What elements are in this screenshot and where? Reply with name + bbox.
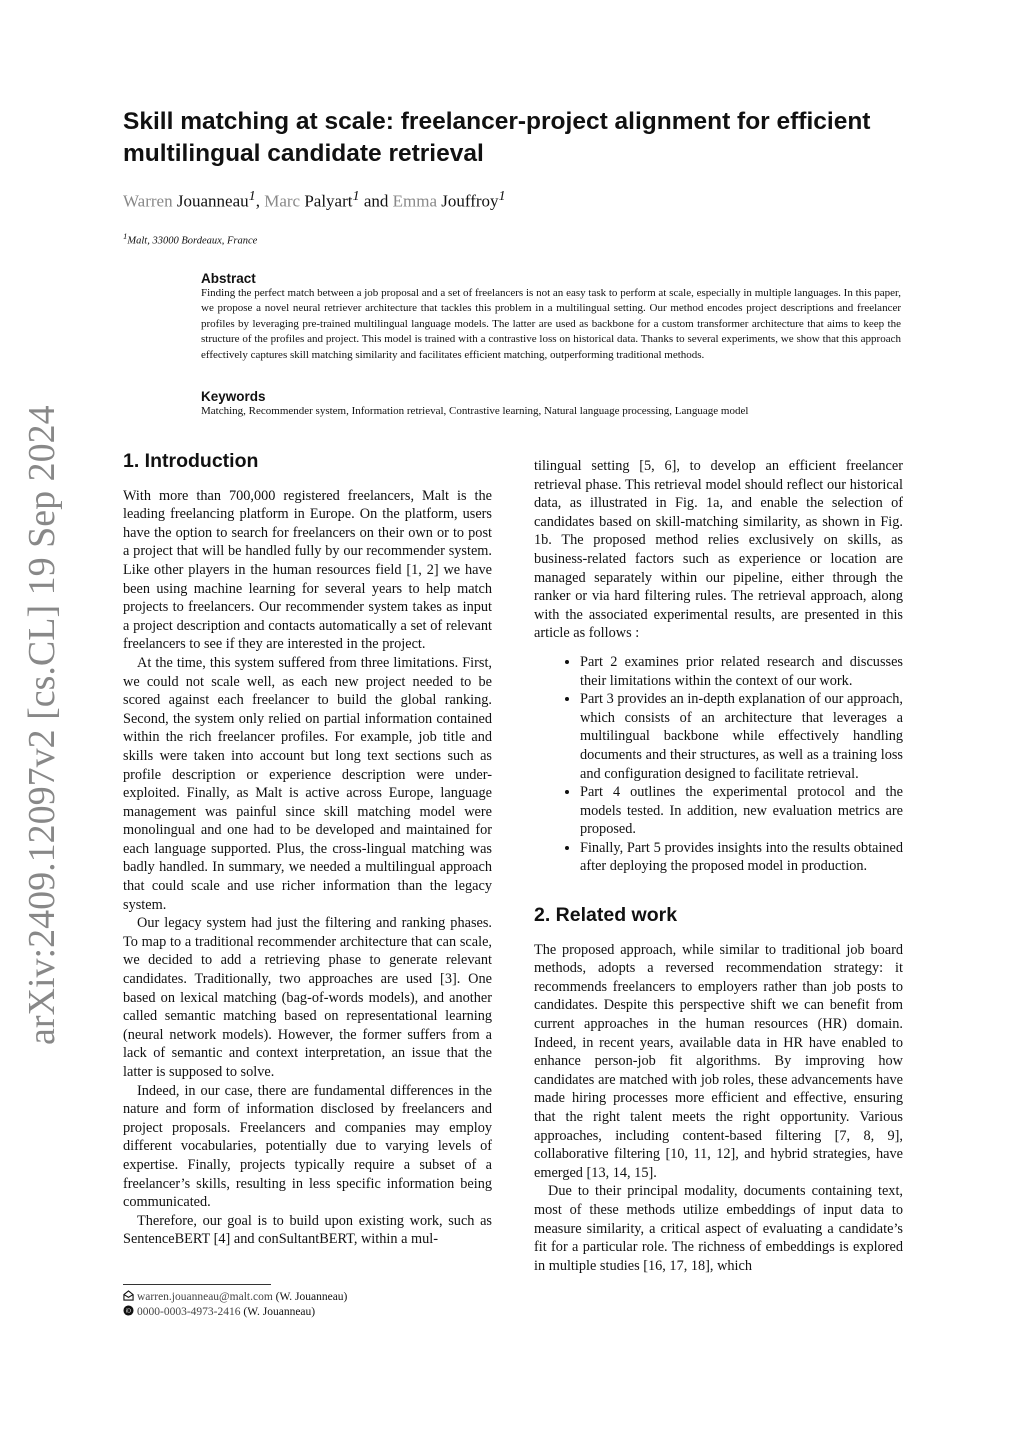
footnote-owner: (W. Jouanneau)	[275, 1291, 348, 1303]
paragraph: At the time, this system suffered from three limitations. First, we could not scale well, as each new project needed to be scored against each freelancer to build the global ranking. Second, the system only relied on partial information contained within the rich freelancer profiles. For example, job title and skills were taken into account but long text sections such as profile description or experience description were under-exploited. Finally, as Malt is active across Europe, language management was painful since skill matching model were monolingual and one had to be developed and maintained for each language supported. Plus, the cross-lingual matching was badly handled. In summary, we needed a multilingual approach that could scale and use richer information than the legacy system.	[123, 654, 492, 913]
author-list	[123, 188, 506, 212]
section-heading: 2. Related work	[534, 904, 678, 927]
footnote-email	[123, 1290, 347, 1303]
keywords	[201, 389, 901, 419]
email-link[interactable]: warren.jouanneau@malt.com	[137, 1291, 273, 1303]
svg-text:iD: iD	[125, 1308, 132, 1315]
paragraph: Our legacy system had just the filtering and ranking phases. To map to a traditional recommender architecture that can scale, we decided to add a retrieving phase to generate relevant candidates. Traditionally, two approaches are used [3]. One based on lexical matching (bag-of-words models), and another called semantic matching based on representational learning (neural network models). However, the former suffers from a lack of semantic and context interpretation, an issue that the latter is supposed to solve.	[123, 915, 492, 1080]
paragraph: The proposed approach, while similar to traditional job board methods, adopts a reversed recommendation strategy: it recommends freelancers to employers rather than job posts to candidates. Despite this perspective shift we can benefit from current approaches in the human resources (HR) domain. Indeed, in recent years, available data in HR have enabled to enhance person-job fit algorithms. By improving how candidates are matched with job roles, these advancements have made hiring processes more efficient and effective, ensuring that the right talent meets the right opportunity. Various approaches, including content-based filtering [7, 8, 9], collaborative filtering [10, 11, 12], and hybrid strategies, have emerged [13, 14, 15].	[534, 941, 903, 1181]
paragraph: Therefore, our goal is to build upon existing work, such as SentenceBERT [4] and conSultantBERT, within a mul-	[123, 1212, 492, 1248]
orcid-link[interactable]: 0000-0003-4973-2416	[137, 1306, 241, 1318]
paper-title: Skill matching at scale: freelancer-project alignment for efficient multilingual candidate retrieval	[123, 108, 871, 167]
list-item: • Part 3 provides an in-depth explanation of our approach, which consists of an architecture that leverages a multilingual backbone while effectively handling documents and their structures, as well as a training loss and configuration designed to facilitate retrieval.	[580, 690, 903, 783]
orcid-icon	[123, 1305, 134, 1316]
list-item: • Part 4 outlines the experimental protocol and the models tested. In addition, new evaluation metrics are proposed.	[580, 783, 903, 839]
separator: ,	[255, 191, 265, 211]
affiliation-mark: 1	[352, 188, 360, 204]
footnote-orcid	[123, 1305, 315, 1318]
affiliation-mark: 1	[123, 231, 128, 241]
paragraph: Due to their principal modality, documents containing text, most of these methods utilize embeddings of input data to measure similarity, a critical aspect of evaluating a candidate’s fit for a particular role. The richness of embeddings is explored in multiple studies [16, 17, 18], which	[534, 1183, 903, 1274]
author-first-name: Emma	[392, 191, 437, 211]
author-last-name: Palyart	[304, 191, 353, 211]
keywords-text: Matching, Recommender system, Information retrieval, Contrastive learning, Natural language processing, Language model	[201, 405, 749, 417]
separator: and	[359, 191, 393, 211]
affiliation-text: Malt, 33000 Bordeaux, France	[127, 235, 258, 247]
author-first-name: Warren	[123, 191, 173, 211]
paragraph-continued: tilingual setting [5, 6], to develop an efficient freelancer retrieval phase. This retrieval model should reflect our historical data, as illustrated in Fig. 1a, and enable the selection of candidates based on skill-matching similarity, as shown in Fig. 1b. The proposed method relies exclusively on skills, as business-related factors such as experience or location are managed separately within our pipeline, either through the ranker or via hard filtering rules. The retrieval approach, along with the associated experimental results, are presented in this article as follows :	[534, 458, 903, 642]
author-first-name: Marc	[264, 191, 301, 211]
author-last-name: Jouffroy	[441, 191, 499, 211]
affiliation	[123, 231, 257, 247]
keywords-heading: Keywords	[201, 389, 266, 404]
list-item: • Finally, Part 5 provides insights into the results obtained after deploying the proposed model in production.	[580, 839, 903, 876]
arxiv-stamp: arXiv:2409.12097v2 [cs.CL] 19 Sep 2024	[21, 405, 63, 1045]
list-item: • Part 2 examines prior related research and discusses their limitations within the context of our work.	[580, 653, 903, 690]
abstract-heading: Abstract	[201, 271, 256, 286]
envelope-icon	[123, 1290, 134, 1301]
affiliation-mark: 1	[498, 188, 506, 204]
footnote-owner: (W. Jouanneau)	[243, 1306, 316, 1318]
author-last-name: Jouanneau	[176, 191, 249, 211]
abstract	[201, 271, 901, 363]
affiliation-mark: 1	[248, 188, 256, 204]
paragraph: Indeed, in our case, there are fundamental differences in the nature and form of information disclosed by freelancers and project proposals. Freelancers and companies may employ different vocabularies, potentially due to varying levels of expertise. Finally, projects typically require a subset of a freelancer’s skills, resulting in less specific information being communicated.	[123, 1082, 492, 1211]
footnote-rule	[123, 1284, 271, 1285]
left-column	[123, 452, 492, 1249]
abstract-text: Finding the perfect match between a job proposal and a set of freelancers is not an easy task to perform at scale, especially in multiple languages. In this paper, we propose a novel neural retriever architecture that tackles this problem in a multilingual setting. Our method encodes project descriptions and freelancer profiles by leveraging pre-trained multilingual language models. The latter are used as backbone for a custom transformer architecture that aims to keep the structure of the profiles and project. This model is trained with a contrastive loss on historical data. Thanks to several experiments, we show that this approach effectively captures skill matching similarity and facilitates efficient matching, outperforming traditional methods.	[201, 287, 901, 361]
right-column	[534, 457, 903, 1275]
paragraph: With more than 700,000 registered freelancers, Malt is the leading freelancing platform in Europe. On the platform, users have the option to search for freelancers on their own or to post a project that will be handled fully by our recommender system. Like other players in the human resources field [1, 2] we have been using machine learning for several years to help match projects to freelancers. Our recommender system takes as input a project description and contacts automatically a set of relevant freelancers to see if they are interested in the project.	[123, 487, 492, 653]
outline-list	[534, 653, 903, 876]
section-heading: 1. Introduction	[123, 450, 259, 472]
